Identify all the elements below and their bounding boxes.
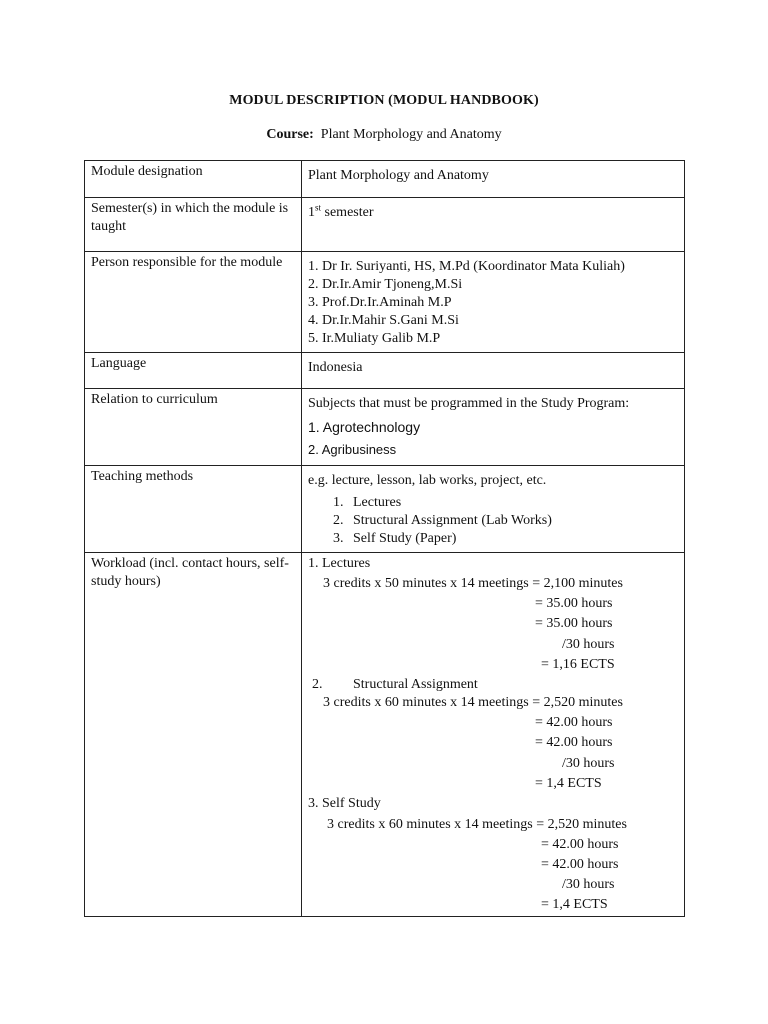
row-language [85, 353, 685, 389]
workload-structural-num: 2. [312, 677, 323, 692]
document-title: MODUL DESCRIPTION (MODUL HANDBOOK) [229, 93, 539, 108]
row-semester [85, 198, 685, 252]
value-person-responsible [302, 252, 685, 353]
label-relation-curriculum: Relation to curriculum [85, 389, 302, 466]
workload-selfstudy-line: /30 hours [562, 877, 615, 892]
label-semester: Semester(s) in which the module is taught [85, 198, 302, 252]
workload-structural-line: /30 hours [562, 756, 615, 771]
row-module-designation [85, 161, 685, 198]
row-workload [85, 553, 685, 917]
row-relation-curriculum [85, 389, 685, 466]
workload-selfstudy-line: = 42.00 hours [541, 837, 619, 852]
workload-calculation [308, 553, 678, 915]
workload-lectures-line: = 35.00 hours [535, 616, 613, 631]
label-teaching-methods: Teaching methods [85, 466, 302, 553]
person-item: 1. Dr Ir. Suriyanti, HS, M.Pd (Koordinator Mata Kuliah) [308, 259, 625, 274]
value-module-designation: Plant Morphology and Anatomy [302, 161, 685, 198]
person-item: 4. Dr.Ir.Mahir S.Gani M.Si [308, 313, 459, 328]
workload-selfstudy-heading: 3. Self Study [308, 796, 381, 811]
workload-structural-line: = 42.00 hours [535, 735, 613, 750]
value-relation-curriculum [302, 389, 685, 466]
person-item: 5. Ir.Muliaty Galib M.P [308, 331, 441, 346]
list-item: 1. Lectures [333, 495, 402, 510]
workload-selfstudy-calc: 3 credits x 60 minutes x 14 meetings = 2,520 minutes [327, 817, 627, 832]
row-teaching-methods [85, 466, 685, 553]
workload-structural-ects: = 1,4 ECTS [535, 776, 602, 791]
value-semester: 1st semester [302, 198, 685, 252]
list-item: 2. Structural Assignment (Lab Works) [333, 513, 552, 528]
course-label: Course: [266, 127, 314, 142]
workload-lectures-line: /30 hours [562, 637, 615, 652]
teaching-list [308, 494, 678, 548]
course-line [0, 127, 768, 143]
workload-lectures-line: = 35.00 hours [535, 596, 613, 611]
workload-lectures-heading: 1. Lectures [308, 556, 371, 571]
course-name: Plant Morphology and Anatomy [320, 127, 502, 142]
curriculum-item: 2. Agribusiness [308, 442, 397, 457]
workload-lectures-calc: 3 credits x 50 minutes x 14 meetings = 2,100 minutes [323, 576, 623, 591]
person-item: 2. Dr.Ir.Amir Tjoneng,M.Si [308, 277, 463, 292]
workload-structural-calc: 3 credits x 60 minutes x 14 meetings = 2,520 minutes [323, 695, 623, 710]
workload-structural-heading: Structural Assignment [353, 677, 478, 692]
value-workload [302, 553, 685, 917]
workload-structural-line: = 42.00 hours [535, 715, 613, 730]
workload-lectures-ects: = 1,16 ECTS [541, 657, 615, 672]
curriculum-intro: Subjects that must be programmed in the Study Program: [308, 396, 630, 411]
workload-selfstudy-line: = 42.00 hours [541, 857, 619, 872]
value-language: Indonesia [302, 353, 685, 389]
list-item: 3. Self Study (Paper) [333, 531, 457, 546]
label-language: Language [85, 353, 302, 389]
person-item: 3. Prof.Dr.Ir.Aminah M.P [308, 295, 452, 310]
label-workload: Workload (incl. contact hours, self-study hours) [85, 553, 302, 917]
value-teaching-methods [302, 466, 685, 553]
curriculum-item: 1. Agrotechnology [308, 419, 421, 435]
workload-selfstudy-ects: = 1,4 ECTS [541, 897, 608, 912]
label-module-designation: Module designation [85, 161, 302, 198]
teaching-intro: e.g. lecture, lesson, lab works, project, etc. [308, 473, 547, 488]
module-table [84, 160, 685, 917]
row-person-responsible [85, 252, 685, 353]
label-person-responsible: Person responsible for the module [85, 252, 302, 353]
